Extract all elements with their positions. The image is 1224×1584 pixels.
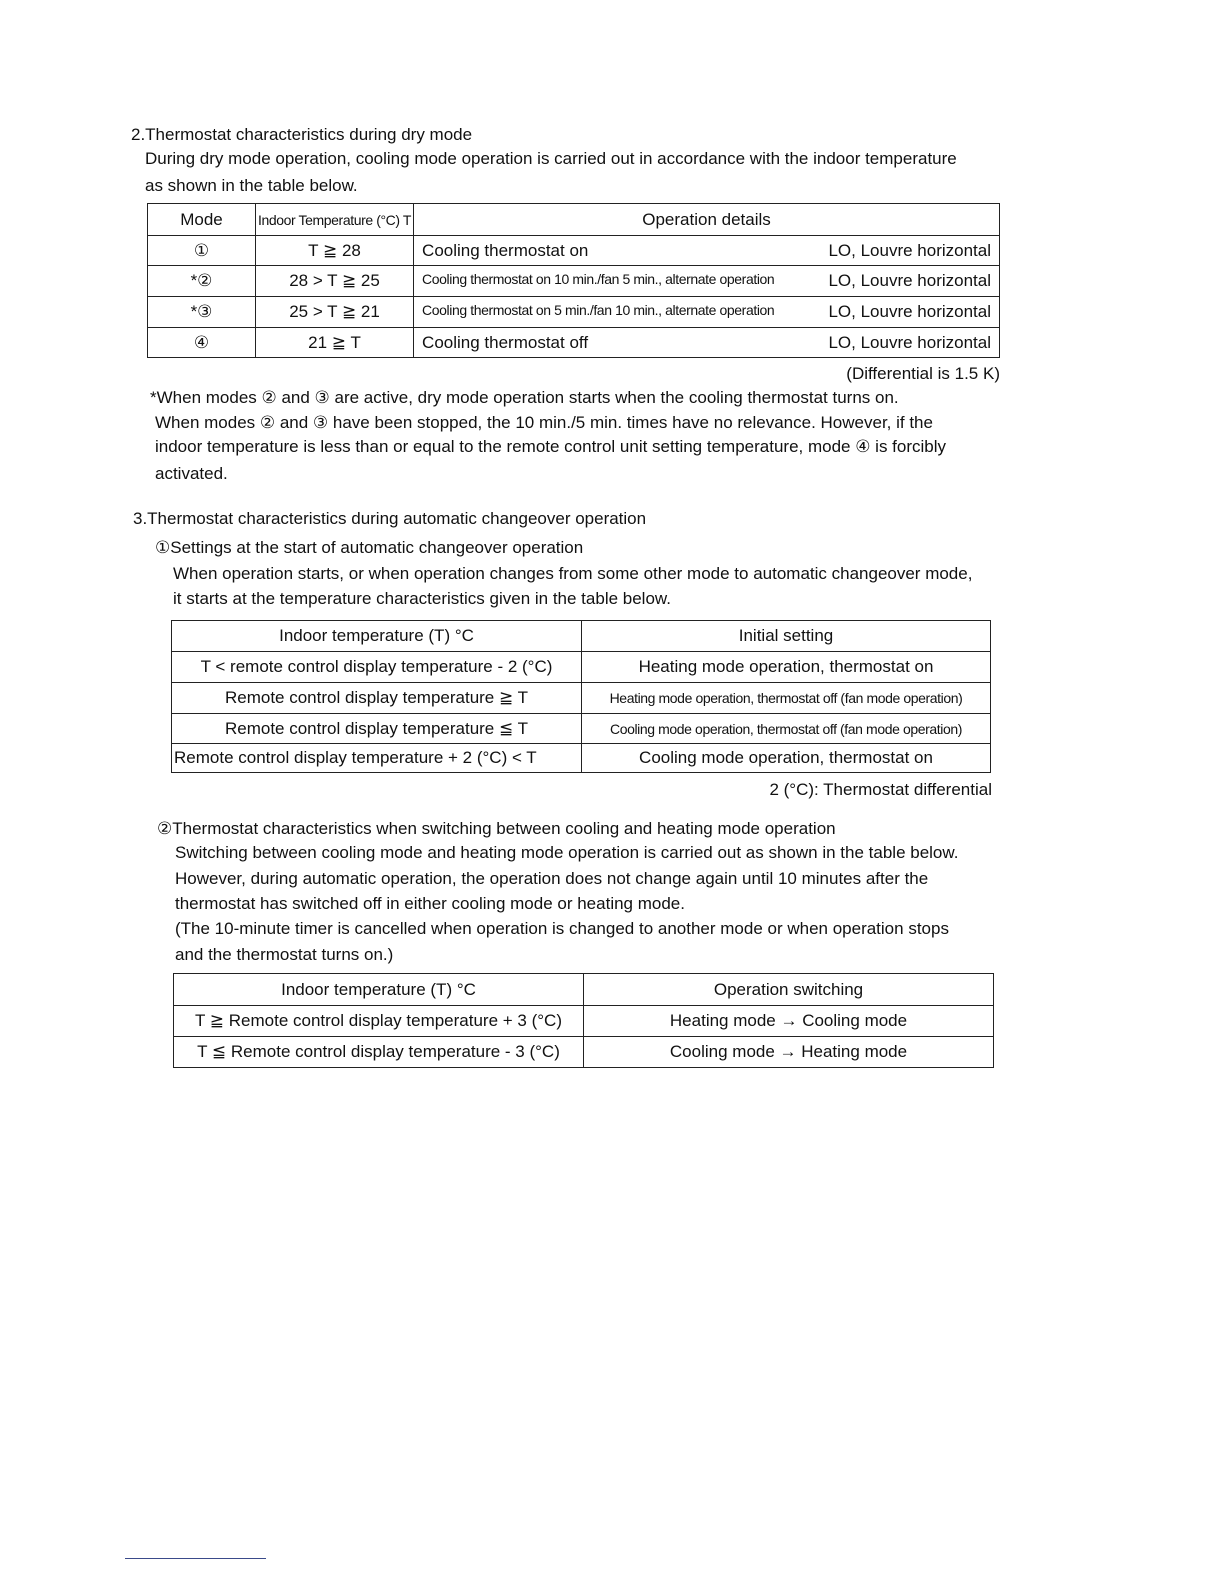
subsection-2-text: (The 10-minute timer is cancelled when operation is changed to another mode or when operation stops: [175, 919, 949, 938]
differential-note: (Differential is 1.5 K): [846, 364, 1000, 383]
switching-cell: Heating mode → Cooling mode: [584, 1006, 994, 1037]
subsection-2-text: Switching between cooling mode and heating mode operation is carried out as shown in the table below.: [175, 843, 959, 862]
table-row: [148, 297, 1000, 328]
table-row: [172, 683, 991, 714]
table-row: [174, 1037, 994, 1068]
setting-cell: Heating mode operation, thermostat on: [582, 652, 991, 683]
subsection-2-title: ②Thermostat characteristics when switching between cooling and heating mode operation: [157, 819, 836, 838]
fan-cell: LO, Louvre horizontal: [828, 332, 991, 352]
initial-setting-table: [171, 620, 991, 773]
mode-cell: ①: [148, 236, 256, 266]
temp-cell: T ≧ 28: [256, 236, 414, 266]
note-line: When modes ② and ③ have been stopped, the 10 min./5 min. times have no relevance. However, if the: [155, 413, 933, 432]
detail-cell: Cooling thermostat off: [422, 332, 589, 352]
temp-cell: 21 ≧ T: [256, 328, 414, 358]
header-switching: Operation switching: [584, 974, 994, 1006]
subsection-2-text: thermostat has switched off in either cooling mode or heating mode.: [175, 894, 685, 913]
header-temp: Indoor temperature (T) °C: [172, 621, 582, 652]
detail-cell: Cooling thermostat on 5 min./fan 10 min., alternate operation: [422, 302, 775, 318]
detail-cell: Cooling thermostat on 10 min./fan 5 min., alternate operation: [422, 271, 775, 287]
setting-cell: Heating mode operation, thermostat off (fan mode operation): [582, 683, 991, 714]
subsection-1-title: ①Settings at the start of automatic changeover operation: [155, 538, 584, 557]
mode-cell: *②: [148, 266, 256, 297]
temp-cell: T ≧ Remote control display temperature + 3 (°C): [174, 1006, 584, 1037]
table-row: [172, 744, 991, 773]
temp-cell: 28 > T ≧ 25: [256, 266, 414, 297]
operation-switching-table: [173, 973, 994, 1068]
note-line: activated.: [155, 464, 228, 483]
section-2-heading: 2.Thermostat characteristics during dry mode: [131, 125, 473, 144]
fan-cell: LO, Louvre horizontal: [828, 240, 991, 260]
header-mode: Mode: [148, 204, 256, 236]
switching-cell: Cooling mode → Heating mode: [584, 1037, 994, 1068]
temp-cell: T ≦ Remote control display temperature - 3 (°C): [174, 1037, 584, 1068]
section-2-intro: as shown in the table below.: [145, 176, 358, 195]
thermostat-differential-note: 2 (°C): Thermostat differential: [769, 780, 992, 799]
dry-mode-table: [147, 203, 1000, 358]
mode-cell: ④: [148, 328, 256, 358]
table-row: [148, 328, 1000, 358]
subsection-2-text: and the thermostat turns on.): [175, 945, 394, 964]
header-temp: Indoor Temperature (°C) T: [256, 204, 414, 236]
fan-cell: LO, Louvre horizontal: [828, 271, 991, 290]
header-setting: Initial setting: [582, 621, 991, 652]
table-row: [172, 714, 991, 744]
setting-cell: Cooling mode operation, thermostat off (fan mode operation): [582, 714, 991, 744]
note-line: *When modes ② and ③ are active, dry mode operation starts when the cooling thermostat turns on.: [150, 388, 899, 407]
header-temp: Indoor temperature (T) °C: [174, 974, 584, 1006]
table-row: [148, 266, 1000, 297]
temp-cell: Remote control display temperature ≧ T: [172, 683, 582, 714]
subsection-2-text: However, during automatic operation, the operation does not change again until 10 minutes after the: [175, 869, 929, 888]
fan-cell: LO, Louvre horizontal: [828, 302, 991, 321]
table-row: [148, 236, 1000, 266]
footer-rule: [125, 1558, 266, 1559]
temp-cell: T < remote control display temperature - 2 (°C): [172, 652, 582, 683]
setting-cell: Cooling mode operation, thermostat on: [582, 744, 991, 773]
detail-cell: Cooling thermostat on: [422, 240, 589, 260]
subsection-1-text: it starts at the temperature characteristics given in the table below.: [173, 589, 671, 608]
section-2-intro: During dry mode operation, cooling mode operation is carried out in accordance with the indoor temperature: [145, 149, 957, 168]
mode-cell: *③: [148, 297, 256, 328]
table-row: [174, 1006, 994, 1037]
temp-cell: Remote control display temperature + 2 (°C) < T: [172, 744, 582, 773]
section-3-heading: 3.Thermostat characteristics during automatic changeover operation: [133, 509, 647, 528]
temp-cell: Remote control display temperature ≦ T: [172, 714, 582, 744]
subsection-1-text: When operation starts, or when operation changes from some other mode to automatic changeover mode,: [173, 564, 973, 583]
header-details: Operation details: [414, 204, 1000, 236]
table-row: [172, 652, 991, 683]
note-line: indoor temperature is less than or equal to the remote control unit setting temperature, mode ④ is forcibly: [155, 437, 947, 456]
temp-cell: 25 > T ≧ 21: [256, 297, 414, 328]
